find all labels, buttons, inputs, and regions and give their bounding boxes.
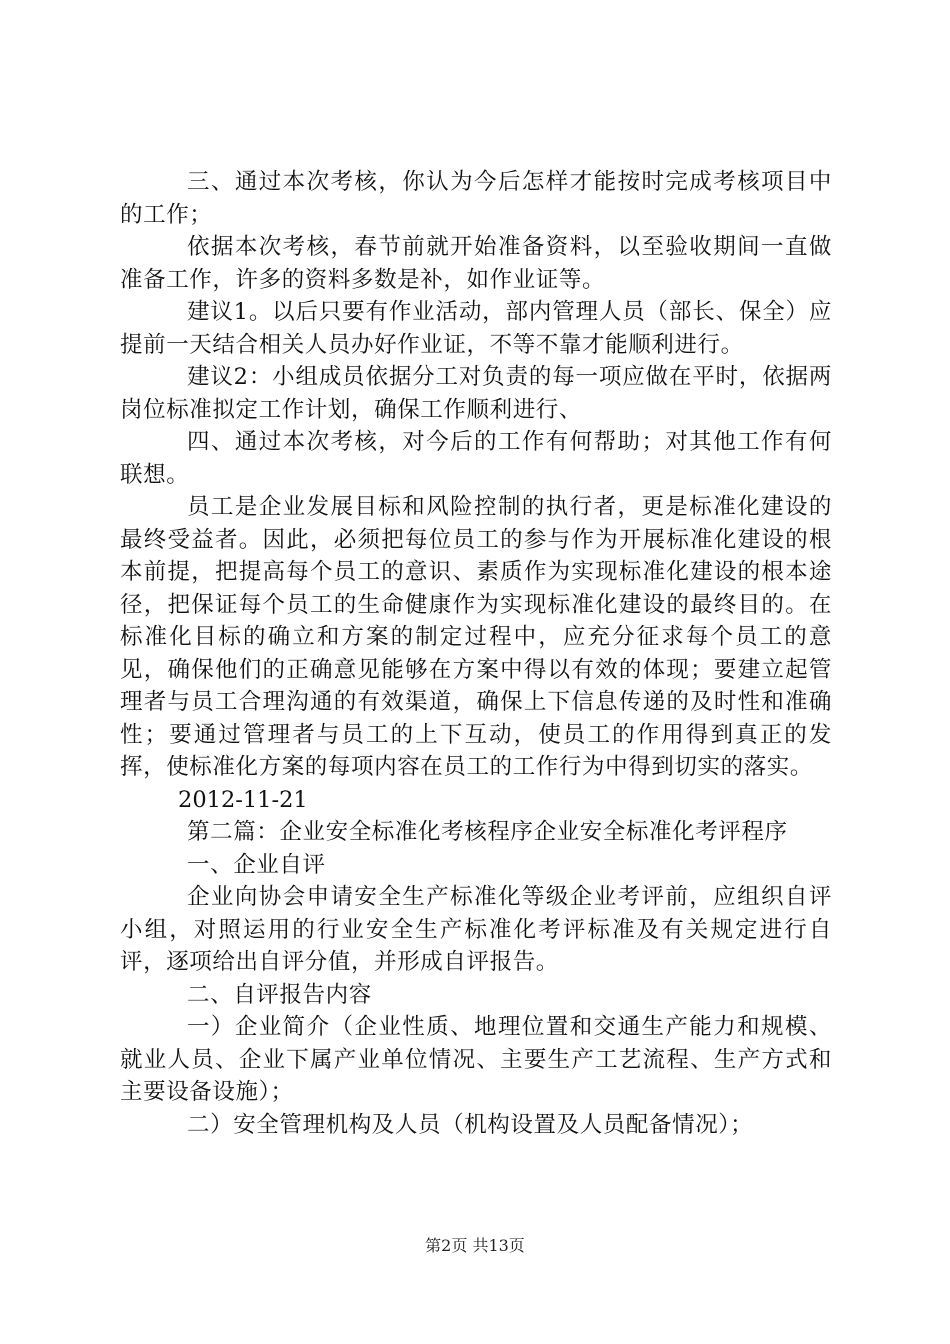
paragraph-employees: 员工是企业发展目标和风险控制的执行者，更是标准化建设的最终受益者。因此，必须把每位员工的参与作为开展标准化建设的根本前提，把提高每个员工的意识、素质作为实现标准化建设的根本途径，把保证每个员工的生命健康作为实现标准化建设的最终目的。在标准化目标的确立和方案的制定过程中，应充分征求每个员工的意见，确保他们的正确意见能够在方案中得以有效的体现；要建立起管理者与员工合理沟通的有效渠道，确保上下信息传递的及时性和准确性；要通过管理者与员工的上下互动，使员工的作用得到真正的发挥，使标准化方案的每项内容在员工的工作行为中得到切实的落实。 [120,494,832,780]
paragraph-report-content-heading: 二、自评报告内容 [187,981,372,1008]
paragraph-section-four: 四、通过本次考核，对今后的工作有何帮助；对其他工作有何联想。 [120,429,832,488]
paragraph-safety-organization: 二）安全管理机构及人员（机构设置及人员配备情况）； [187,1111,754,1138]
paragraph-self-evaluation-heading: 一、企业自评 [187,851,326,878]
paragraph-self-evaluation: 企业向协会申请安全生产标准化等级企业考评前，应组织自评小组，对照运用的行业安全生产标准化考评标准及有关规定进行自评，逐项给出自评分值，并形成自评报告。 [120,884,832,975]
paragraph-suggestion-1: 建议1。以后只要有作业活动，部内管理人员（部长、保全）应提前一天结合相关人员办好作业证，不等不靠才能顺利进行。 [120,299,832,358]
page-number-footer: 第2页 共13页 [425,1236,525,1255]
paragraph-preparation: 依据本次考核，春节前就开始准备资料，以至验收期间一直做准备工作，许多的资料多数是补，如作业证等。 [120,234,832,293]
paragraph-suggestion-2: 建议2：小组成员依据分工对负责的每一项应做在平时，依据两岗位标准拟定工作计划，确保工作顺利进行、 [120,364,832,423]
paragraph-company-profile: 一）企业简介（企业性质、地理位置和交通生产能力和规模、就业人员、企业下属产业单位情况、主要生产工艺流程、生产方式和主要设备设施）； [120,1014,832,1105]
paragraph-date: 2012-11-21 [178,786,308,813]
document-body [120,166,832,1141]
paragraph-chapter-two-title: 第二篇：企业安全标准化考核程序企业安全标准化考评程序 [187,819,788,845]
paragraph-section-three: 三、通过本次考核，你认为今后怎样才能按时完成考核项目中的工作； [120,169,832,228]
